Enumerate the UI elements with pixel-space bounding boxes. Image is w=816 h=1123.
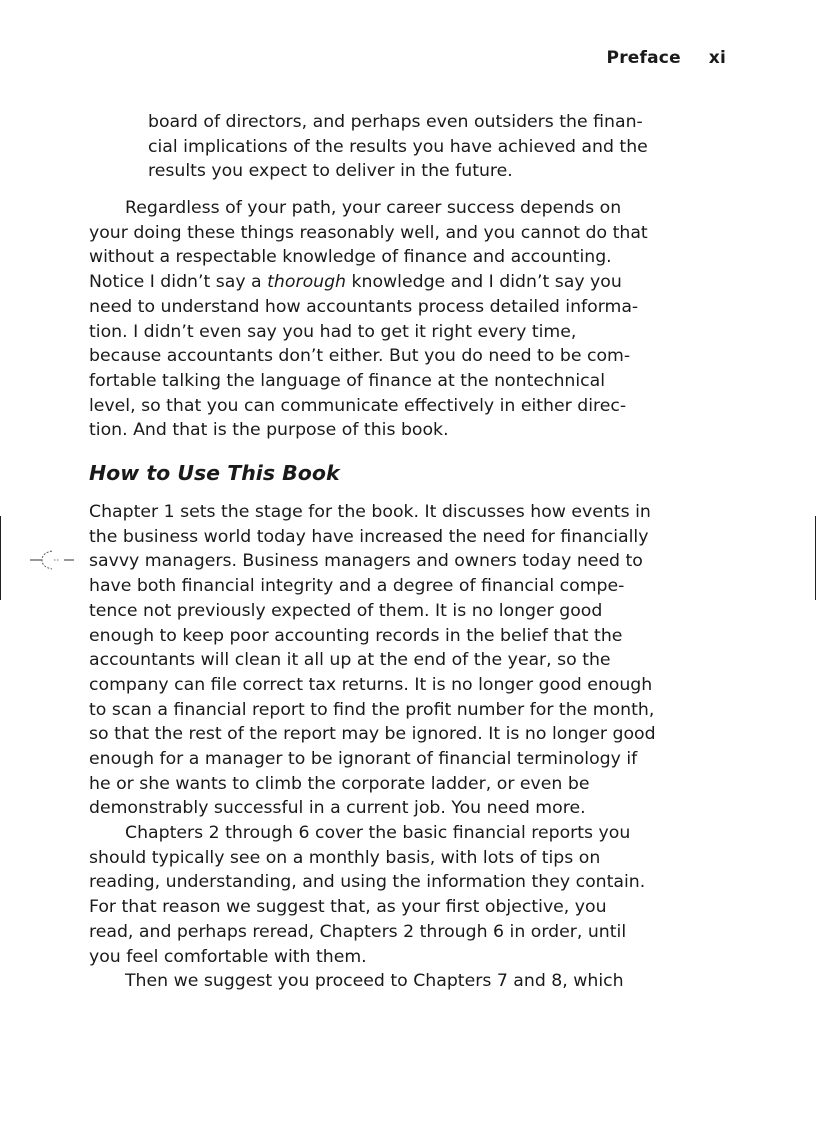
paragraph-line: need to understand how accountants process detailed informa-	[89, 296, 639, 317]
paragraph-chapters-7-8	[89, 969, 729, 994]
quote-line: board of directors, and perhaps even outsiders the finan-	[148, 112, 643, 132]
paragraph-chapter-1	[89, 500, 729, 821]
paragraph-chapters-2-6	[89, 821, 729, 969]
block-quote	[89, 110, 729, 184]
paragraph-line: he or she wants to climb the corporate ladder, or even be	[89, 773, 590, 794]
running-head-section: Preface	[606, 48, 681, 68]
paragraph-text: Notice I didn’t say a	[89, 272, 268, 293]
paragraph-line: enough for a manager to be ignorant of financial terminology if	[89, 749, 638, 770]
paragraph-line: tion. And that is the purpose of this book.	[89, 420, 449, 441]
paragraph-line: Regardless of your path, your career success depends on	[125, 198, 622, 218]
paragraph-line: tence not previously expected of them. It is no longer good	[89, 600, 603, 621]
running-head	[607, 48, 726, 68]
paragraph-line: read, and perhaps reread, Chapters 2 through 6 in order, until	[89, 921, 627, 942]
paragraph-line: demonstrably successful in a current job. You need more.	[89, 798, 586, 819]
paragraph-line: so that the rest of the report may be ignored. It is no longer good	[89, 724, 656, 745]
paragraph-line: the business world today have increased the need for financially	[89, 526, 649, 547]
paragraph-line: to scan a financial report to find the profit number for the month,	[89, 699, 655, 720]
paragraph-line: have both financial integrity and a degree of financial compe-	[89, 576, 625, 597]
paragraph-line	[89, 270, 729, 295]
paragraph-line: enough to keep poor accounting records in the belief that the	[89, 625, 623, 646]
paragraph-line: For that reason we suggest that, as your first objective, you	[89, 897, 607, 918]
paragraph-line: because accountants don’t either. But you do need to be com-	[89, 346, 631, 367]
paragraph-career-success	[89, 196, 729, 443]
paragraph-line: tion. I didn’t even say you had to get it right every time,	[89, 321, 577, 342]
left-crop-mark	[0, 516, 1, 600]
paragraph-line: Chapter 1 sets the stage for the book. It discusses how events in	[89, 502, 651, 522]
paragraph-line: Then we suggest you proceed to Chapters 7 and 8, which	[125, 971, 624, 991]
quote-line: cial implications of the results you have achieved and the	[148, 136, 648, 157]
paragraph-text: knowledge and I didn’t say you	[346, 272, 622, 293]
page-number: xi	[708, 48, 726, 68]
paragraph-line: reading, understanding, and using the information they contain.	[89, 872, 646, 893]
paragraph-line: savvy managers. Business managers and owners today need to	[89, 551, 643, 572]
paragraph-line: fortable talking the language of finance at the nontechnical	[89, 370, 606, 391]
emphasis-text: thorough	[267, 272, 347, 293]
paragraph-line: your doing these things reasonably well, and you cannot do that	[89, 222, 648, 243]
paragraph-line: level, so that you can communicate effectively in either direc-	[89, 395, 627, 416]
paragraph-line: accountants will clean it all up at the end of the year, so the	[89, 650, 611, 671]
paragraph-line: company can file correct tax returns. It is no longer good enough	[89, 674, 653, 695]
quote-line: results you expect to deliver in the future.	[148, 161, 513, 182]
section-heading: How to Use This Book	[89, 461, 340, 485]
paragraph-line: without a respectable knowledge of finance and accounting.	[89, 247, 612, 268]
paragraph-line: should typically see on a monthly basis, with lots of tips on	[89, 847, 601, 868]
paragraph-line: Chapters 2 through 6 cover the basic financial reports you	[125, 823, 631, 843]
paragraph-line: you feel comfortable with them.	[89, 946, 367, 967]
registration-mark-icon	[28, 547, 80, 571]
